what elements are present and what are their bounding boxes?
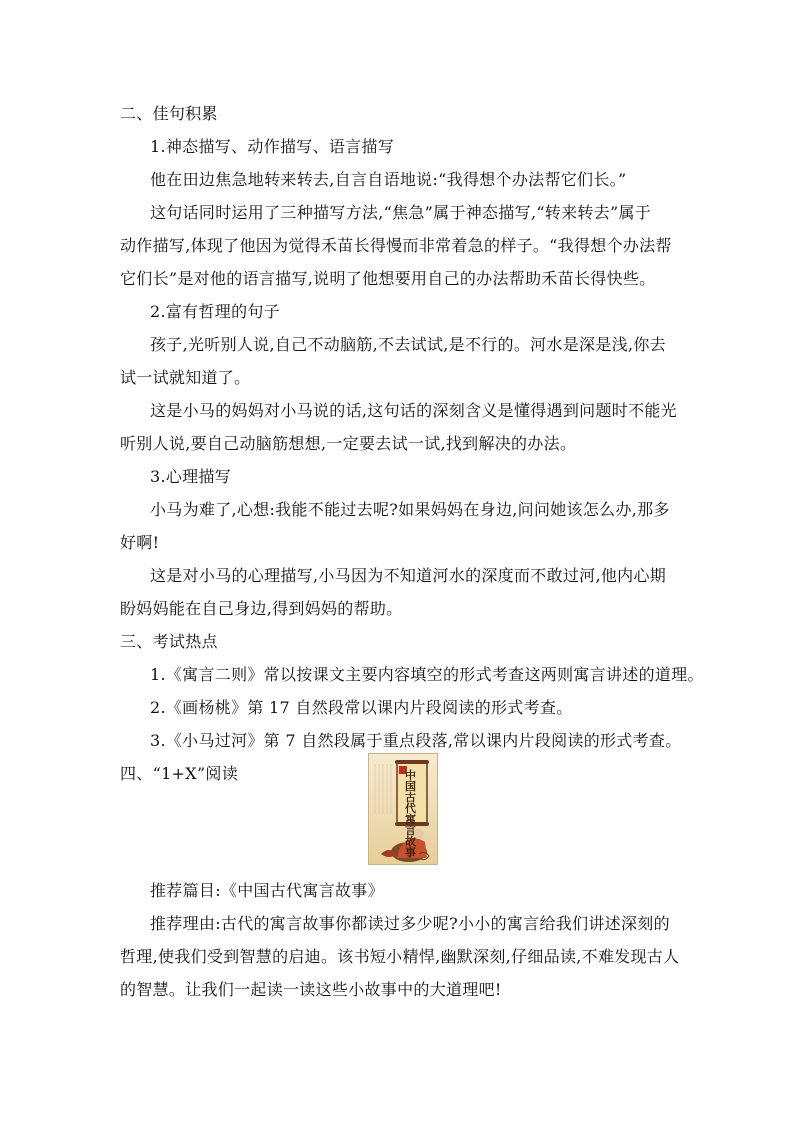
section-heading-3: 三、考试热点 — [120, 632, 218, 651]
item1-title: 1.神态描写、动作描写、语言描写 — [150, 137, 395, 156]
exam-point-item: 3.《小马过河》第 7 自然段属于重点段落,常以课内片段阅读的形式考查。 — [150, 731, 682, 750]
item2-analysis-line: 这是小马的妈妈对小马说的话,这句话的深刻含义是懂得遇到问题时不能光 — [150, 401, 677, 420]
recommend-reason-line: 的智慧。让我们一起读一读这些小故事中的大道理吧! — [120, 980, 502, 999]
item3-quote-line: 好啊! — [120, 533, 160, 552]
item1-quote: 他在田边焦急地转来转去,自言自语地说:“我得想个办法帮它们长。” — [150, 170, 627, 189]
item2-quote-line: 试一试就知道了。 — [120, 368, 251, 387]
item3-title: 3.心理描写 — [150, 467, 232, 486]
section-heading-2: 二、佳句积累 — [120, 104, 218, 123]
item1-analysis-line: 动作描写,体现了他因为觉得禾苗长得慢而非常着急的样子。“我得想个办法帮 — [120, 236, 672, 255]
recommend-title: 推荐篇目:《中国古代寓言故事》 — [150, 881, 384, 900]
item2-quote-line: 孩子,光听别人说,自己不动脑筋,不去试试,是不行的。河水是深是浅,你去 — [150, 335, 666, 354]
item1-analysis-line: 它们长”是对他的语言描写,说明了他想要用自己的办法帮助禾苗长得快些。 — [120, 269, 656, 288]
recommend-reason-line: 哲理,使我们受到智慧的启迪。该书短小精悍,幽默深刻,仔细品读,不难发现古人 — [120, 947, 680, 966]
item3-quote-line: 小马为难了,心想:我能不能过去呢?如果妈妈在身边,问问她该怎么办,那多 — [150, 500, 670, 519]
item2-analysis-line: 听别人说,要自己动脑筋想想,一定要去试一试,找到解决的办法。 — [120, 434, 577, 453]
recommend-reason-line: 推荐理由:古代的寓言故事你都读过多少呢?小小的寓言给我们讲述深刻的 — [150, 914, 670, 933]
book-cover-image — [368, 753, 438, 865]
item3-analysis-line: 盼妈妈能在自己身边,得到妈妈的帮助。 — [120, 599, 403, 618]
item3-analysis-line: 这是对小马的心理描写,小马因为不知道河水的深度而不敢过河,他内心期 — [150, 566, 667, 585]
item1-analysis-line: 这句话同时运用了三种描写方法,“焦急”属于神态描写,“转来转去”属于 — [150, 203, 652, 222]
section-heading-4: 四、“1+X”阅读 — [120, 764, 239, 783]
exam-point-item: 1.《寓言二则》常以按课文主要内容填空的形式考查这两则寓言讲述的道理。 — [150, 665, 704, 684]
exam-point-item: 2.《画杨桃》第 17 自然段常以课内片段阅读的形式考查。 — [150, 698, 573, 717]
item2-title: 2.富有哲理的句子 — [150, 302, 280, 321]
book-cover-title: 中国古代寓言故事 — [405, 769, 416, 859]
